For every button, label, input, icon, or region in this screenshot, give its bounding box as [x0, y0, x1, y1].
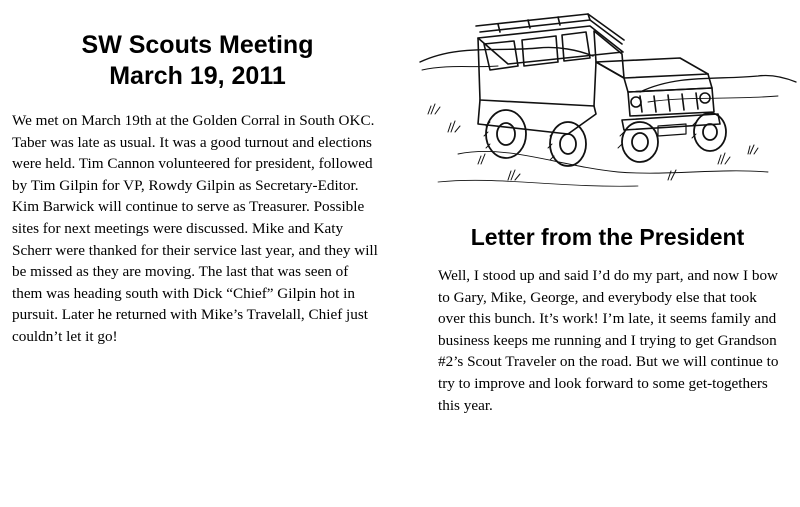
meeting-title-line1: SW Scouts Meeting: [81, 31, 314, 59]
president-letter: [438, 265, 783, 416]
meeting-title: [0, 30, 395, 92]
president-letter-heading: Letter from the President: [470, 224, 745, 250]
meeting-article: [12, 110, 382, 348]
scout-truck-illustration: [418, 4, 798, 192]
president-letter-body: Well, I stood up and said I’d do my part, and now I bow to Gary, Mike, George, and everybody else that took over this bunch. It’s work! I’m late, it seems family and business keeps me running and I trying to get Grandson #2’s Scout Traveler on the road. But we will continue to try to improve and look forward to some get-togethers this year.: [438, 267, 779, 414]
meeting-body-text: We met on March 19th at the Golden Corral in South OKC. Taber was late as usual. It was a good turnout and elections were held. Tim Cannon volunteered for president, followed by Tim Gilpin for VP, Rowdy Gilpin as Secretary-Editor. Kim Barwick will continue to serve as Treasurer. Possible sites for next meetings were discussed. Mike and Katy Scherr were thanked for their service last year, and they will be missed as they are moving. The last that was seen of them was heading south with Dick “Chief” Gilpin hot in pursuit. Later he returned with Mike’s Travelall, Chief just couldn’t let it go!: [12, 112, 378, 345]
meeting-title-line2: March 19, 2011: [109, 62, 286, 90]
